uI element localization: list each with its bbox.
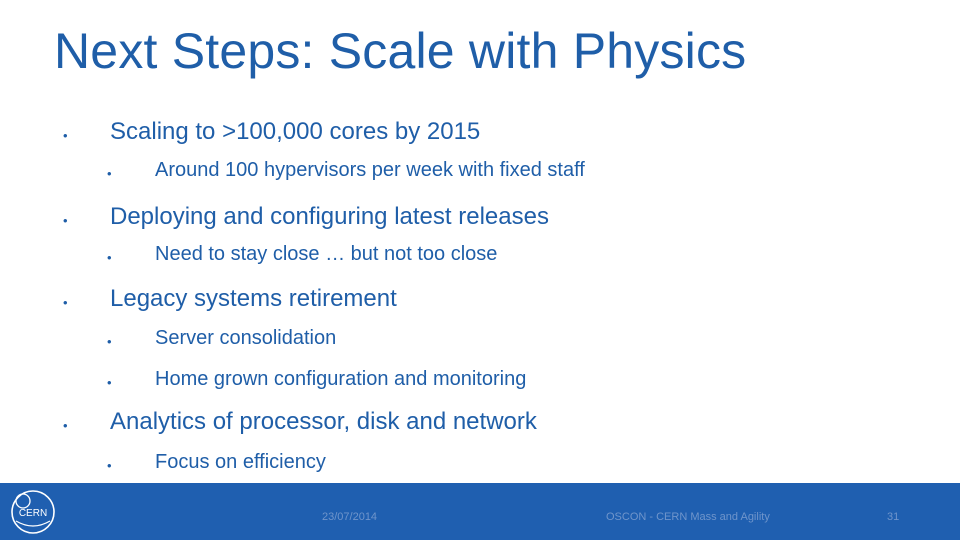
footer-date: 23/07/2014: [322, 511, 378, 523]
sub-bullet-item: [107, 368, 527, 391]
sub-bullet-item: [107, 159, 585, 182]
footer-conference: OSCON - CERN Mass and Agility: [606, 511, 770, 523]
sub-bullet-text: Need to stay close … but not too close: [155, 243, 498, 265]
sub-bullet-text: Home grown configuration and monitoring: [155, 368, 527, 390]
bullet-dot-icon: •: [107, 458, 112, 473]
slide-title: Next Steps: Scale with Physics: [54, 23, 747, 79]
bullet-dot-icon: •: [63, 418, 68, 433]
bullet-text: Analytics of processor, disk and network: [110, 408, 537, 435]
bullet-dot-icon: •: [107, 250, 112, 265]
bullet-dot-icon: •: [63, 213, 68, 228]
sub-bullet-text: Server consolidation: [155, 327, 337, 349]
bullet-item: [63, 285, 397, 313]
bullet-item: [63, 118, 481, 146]
footer-bar: [0, 483, 960, 540]
bullet-dot-icon: •: [107, 375, 112, 390]
bullet-item: [63, 203, 549, 231]
bullet-dot-icon: •: [107, 334, 112, 349]
sub-bullet-text: Focus on efficiency: [155, 451, 326, 473]
sub-bullet-item: [107, 243, 498, 266]
bullet-text: Legacy systems retirement: [110, 285, 397, 312]
bullet-text: Deploying and configuring latest releases: [110, 203, 549, 230]
bullet-dot-icon: •: [107, 166, 112, 181]
sub-bullet-item: [107, 451, 326, 474]
sub-bullet-text: Around 100 hypervisors per week with fixed staff: [155, 159, 585, 181]
footer-page-number: 31: [887, 511, 900, 523]
cern-logo-icon: [8, 487, 58, 537]
sub-bullet-item: [107, 327, 337, 350]
bullet-dot-icon: •: [63, 295, 68, 310]
bullet-dot-icon: •: [63, 128, 68, 143]
bullet-item: [63, 408, 537, 436]
logo-text: CERN: [18, 508, 48, 519]
bullet-text: Scaling to >100,000 cores by 2015: [110, 118, 481, 145]
